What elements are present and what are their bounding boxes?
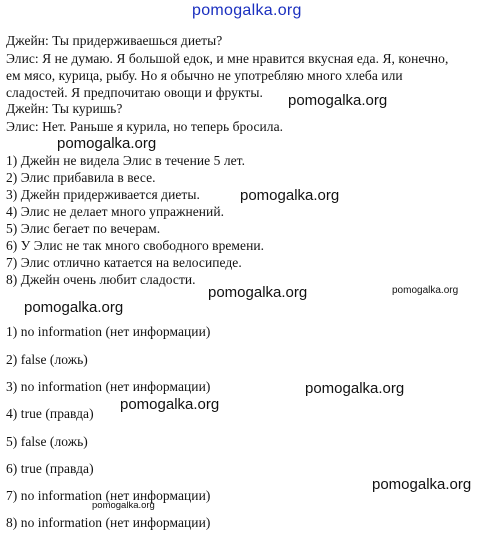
answer-item: 6) true (правда) — [6, 461, 94, 476]
statement-item: 3) Джейн придерживается диеты. — [6, 187, 200, 202]
watermark: pomogalka.org — [372, 476, 472, 493]
watermark: pomogalka.org — [57, 135, 157, 152]
watermark: pomogalka.org — [240, 187, 340, 204]
watermark: pomogalka.org — [208, 284, 308, 301]
answer-item: 2) false (ложь) — [6, 352, 88, 367]
dialogue-line: ем мясо, курица, рыбу. Но я обычно не употребляю много хлеба или — [6, 68, 403, 83]
statement-item: 1) Джейн не видела Элис в течение 5 лет. — [6, 153, 246, 168]
dialogue-line: Джейн: Ты куришь? — [6, 101, 123, 116]
watermark: pomogalka.org — [305, 380, 405, 397]
answer-item: 4) true (правда) — [6, 406, 94, 421]
statement-item: 7) Элис отлично катается на велосипеде. — [6, 255, 242, 270]
answer-item: 8) no information (нет информации) — [6, 515, 211, 530]
answer-item: 3) no information (нет информации) — [6, 379, 211, 394]
answer-item: 1) no information (нет информации) — [6, 324, 211, 339]
watermark: pomogalka.org — [92, 500, 155, 511]
answer-item: 7) no information (нет информации) — [6, 488, 211, 503]
dialogue-line: сладостей. Я предпочитаю овощи и фрукты. — [6, 85, 263, 100]
watermark: pomogalka.org — [120, 396, 220, 413]
watermark: pomogalka.org — [24, 299, 124, 316]
watermark: pomogalka.org — [392, 285, 459, 296]
statement-item: 2) Элис прибавила в весе. — [6, 170, 156, 185]
header-watermark: pomogalka.org — [192, 2, 302, 19]
statement-item: 4) Элис не делает много упражнений. — [6, 204, 225, 219]
watermark: pomogalka.org — [288, 92, 388, 109]
statement-item: 8) Джейн очень любит сладости. — [6, 272, 196, 287]
dialogue-line: Элис: Нет. Раньше я курила, но теперь бросила. — [6, 119, 284, 134]
statement-item: 6) У Элис не так много свободного времени. — [6, 238, 265, 253]
dialogue-line: Джейн: Ты придерживаешься диеты? — [6, 33, 223, 48]
dialogue-line: Элис: Я не думаю. Я большой едок, и мне нравится вкусная еда. Я, конечно, — [6, 51, 449, 66]
statement-item: 5) Элис бегает по вечерам. — [6, 221, 161, 236]
answer-item: 5) false (ложь) — [6, 434, 88, 449]
